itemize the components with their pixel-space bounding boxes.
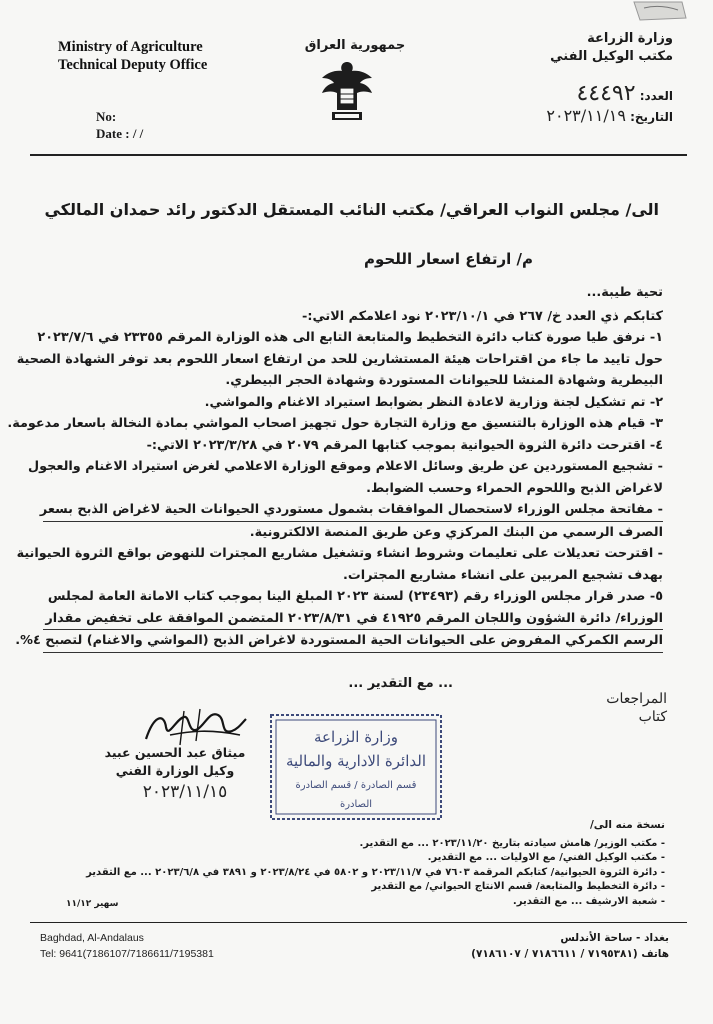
copy-item: - دائرة الثروة الحيوانية/ كتابكم المرقمة ٧٦٠٣ في ٢٠٢٣/١١/٧ و ٥٨٠٢ في ٢٠٢٣/٨/٢٤ و ٣٨٩١ في ٢٠٢٣/٦/٨ ... مع التقدير xyxy=(86,866,665,878)
body-line: كتابكم ذي العدد خ/ ٢٦٧ في ٢٠٢٣/١٠/١ نود اعلامكم الاتي:- xyxy=(302,308,663,324)
header-divider xyxy=(30,154,687,156)
stamp-line3: قسم الصادرة / قسم الصادرة xyxy=(295,780,417,791)
date-label-en: Date : / / xyxy=(96,126,144,141)
ministry-name-ar: وزارة الزراعة xyxy=(587,31,673,46)
footer-address-en: Baghdad, Al-Andalaus xyxy=(40,932,144,944)
ministry-name-en: Ministry of Agriculture xyxy=(58,39,203,55)
number-label-ar: العدد: xyxy=(639,89,673,103)
signature-date: ٢٠٢٣/١١/١٥ xyxy=(142,782,228,802)
date-row xyxy=(373,106,673,127)
body-line: ٤- اقترحت دائرة الثروة الحيوانية بموجب كتابها المرقم ٢٠٧٩ في ٢٠٢٣/٣/٢٨ الاتي:- xyxy=(146,437,663,453)
body-line-underlined: - مفاتحة مجلس الوزراء لاستحصال الموافقات بشمول مستوردي الحيوانات الحية لاغراض الذبح بسعر xyxy=(43,499,663,522)
body-line-underlined: الرسم الكمركي المفروض على الحيوانات الحية المستوردة لاغراض الذبح (المواشي والاغنام) لتصبح ٤%. xyxy=(43,630,663,653)
reference-english xyxy=(96,108,296,142)
body-line: ١- نرفق طيا صورة كتاب دائرة التخطيط والمتابعة التابع الى هذه الوزارة المرقم ٢٣٣٥٥ في ٢٠٢٣/٧/٦ xyxy=(37,330,663,345)
typist-initials: سهير ١١/١٢ xyxy=(66,899,119,909)
closing: ... مع التقدير ... xyxy=(348,676,453,691)
subject: م/ ارتفاع اسعار اللحوم xyxy=(364,250,533,268)
body-line: ٣- قيام هذه الوزارة بالتنسيق مع وزارة التجارة حول تجهيز اصحاب المواشي بمادة النخالة باسعار مدعومة. xyxy=(7,416,663,431)
body-line: الصرف الرسمي من البنك المركزي وعن طريق المنصة الالكترونية. xyxy=(249,524,663,540)
greeting: تحية طيبة... xyxy=(586,285,663,300)
body-line: ٢- تم تشكيل لجنة وزارية لاعادة النظر بضوابط استيراد الاغنام والمواشي. xyxy=(204,394,663,410)
office-name-en: Technical Deputy Office xyxy=(58,57,208,73)
ministry-header-english xyxy=(58,38,288,74)
number-value: ٤٤٤٩٢ xyxy=(576,81,636,106)
country-name: جمهورية العراق xyxy=(304,38,406,53)
ministry-header-arabic xyxy=(473,30,673,66)
body-line: - تشجيع المستوردين عن طريق وسائل الاعلام وموقع الوزارة الاعلامي لغرض استيراد الاغنام والعجول xyxy=(28,459,663,474)
signer-block xyxy=(70,744,280,780)
copy-item: - مكتب الوكيل الفني/ مع الاوليات ... مع التقدير. xyxy=(427,852,665,863)
eagle-emblem-icon xyxy=(316,58,378,124)
stamp-line1: وزارة الزراعة xyxy=(314,728,398,746)
stamp-line4: الصادرة xyxy=(339,799,373,810)
copies-list xyxy=(45,818,665,909)
office-name-ar: مكتب الوكيل الفني xyxy=(550,49,673,64)
body-line: بهدف تشجيع المربين على انشاء مشاريع المجترات. xyxy=(343,567,663,583)
body-line: ٥- صدر قرار مجلس الوزراء رقم (٢٣٤٩٣) لسنة ٢٠٢٣ المبلغ الينا بموجب كتاب الامانة العامة لمجلس xyxy=(47,589,663,604)
signer-title: وكيل الوزارة الفني xyxy=(115,763,235,778)
reviews-sub: كتاب xyxy=(638,709,667,725)
number-label-en: No: xyxy=(96,109,117,124)
tape-mark xyxy=(630,0,690,24)
footer-divider xyxy=(30,922,687,923)
number-row xyxy=(373,81,673,106)
footer-arabic xyxy=(369,930,669,962)
copy-item: - مكتب الوزير/ هامش سيادته بتاريخ ٢٠٢٣/١١/٢٠ ... مع التقدير. xyxy=(359,837,665,849)
footer-address-ar: بغداد - ساحة الأندلس xyxy=(560,932,669,944)
body-line: البيطرية وشهادة المنشا للحيوانات المستوردة وشهادة الحجر البيطري. xyxy=(225,373,663,388)
date-label-ar: التاريخ: xyxy=(630,110,673,124)
office-stamp xyxy=(268,712,444,822)
date-value: ٢٠٢٣/١١/١٩ xyxy=(546,106,626,125)
footer-phone-en: Tel: 9641(7186107/7186611/7195381 xyxy=(40,948,214,960)
footer-english xyxy=(40,930,280,962)
body-line: حول تاييد ما جاء من اقتراحات هيئة المستشارين للحد من ارتفاع اسعار اللحوم بعد توفر الشهادة الصحية xyxy=(16,351,663,367)
body-line: - اقترحت تعديلات على تعليمات وشروط انشاء وتشغيل مشاريع المجترات للنهوض بواقع الثروة الحيوانية xyxy=(16,546,663,561)
footer-phone-ar: هاتف (٧١٩٥٣٨١ / ٧١٨٦٦١١ / ٧١٨٦١٠٧) xyxy=(471,948,669,960)
reviews-note xyxy=(557,690,667,726)
copies-title: نسخة منه الى/ xyxy=(589,819,665,831)
body-line-underlined: الوزراء/ دائرة الشؤون واللجان المرقم ٤١٩٢٥ في ٢٠٢٣/٨/٣١ المتضمن الموافقة على تخفيض مقدار xyxy=(43,608,663,631)
stamp-line2: الدائرة الادارية والمالية xyxy=(285,752,427,770)
addressee: الى/ مجلس النواب العراقي/ مكتب النائب المستقل الدكتور رائد حمدان المالكي xyxy=(44,200,659,219)
body-line: لاغراض الذبح واللحوم الحمراء وحسب الضوابط. xyxy=(366,480,663,496)
letter-body xyxy=(7,282,663,653)
reference-arabic xyxy=(373,81,673,127)
signer-name: ميثاق عبد الحسين عبيد xyxy=(104,745,246,760)
reviews-label: المراجعات xyxy=(606,691,667,707)
copy-item: - شعبة الارشيف ... مع التقدير. xyxy=(512,895,665,907)
copy-item: - دائرة التخطيط والمتابعة/ قسم الانتاج الحيواني/ مع التقدير xyxy=(371,881,665,892)
